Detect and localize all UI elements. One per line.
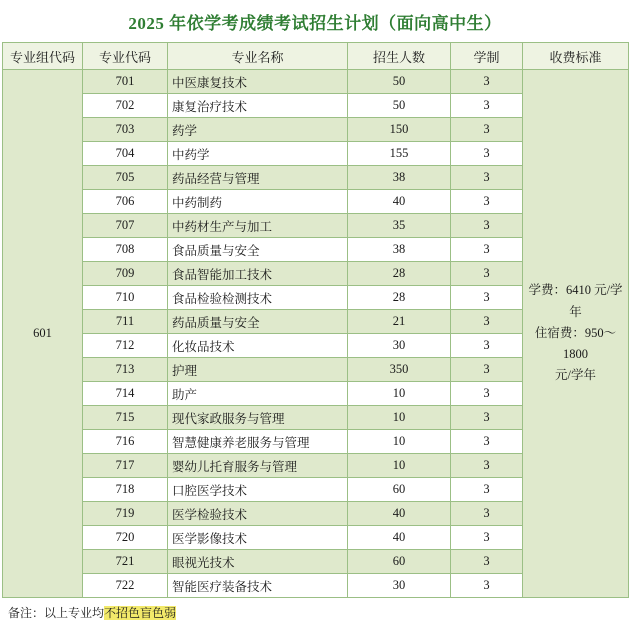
fee-line: 住宿费：950～1800 [534, 325, 617, 362]
cell-major-code: 719 [83, 502, 168, 526]
cell-duration: 3 [451, 526, 523, 550]
cell-major-code: 709 [83, 262, 168, 286]
note-highlight: 不招色盲色弱 [104, 606, 177, 620]
cell-enrollment-count: 35 [348, 214, 451, 238]
cell-major-code: 718 [83, 478, 168, 502]
cell-duration: 3 [451, 310, 523, 334]
cell-major-code: 707 [83, 214, 168, 238]
cell-major-name: 药品经营与管理 [168, 166, 348, 190]
cell-enrollment-count: 28 [348, 286, 451, 310]
cell-enrollment-count: 30 [348, 574, 451, 598]
header-row [3, 43, 629, 70]
table-header [3, 43, 629, 70]
cell-major-name: 药学 [168, 118, 348, 142]
cell-major-name: 医学影像技术 [168, 526, 348, 550]
cell-enrollment-count: 150 [348, 118, 451, 142]
cell-enrollment-count: 40 [348, 502, 451, 526]
cell-enrollment-count: 10 [348, 430, 451, 454]
cell-major-code: 706 [83, 190, 168, 214]
cell-duration: 3 [451, 574, 523, 598]
cell-enrollment-count: 21 [348, 310, 451, 334]
cell-major-code: 710 [83, 286, 168, 310]
cell-major-code: 714 [83, 382, 168, 406]
cell-major-name: 中药制药 [168, 190, 348, 214]
cell-duration: 3 [451, 190, 523, 214]
page-title: 2025 年依学考成绩考试招生计划（面向高中生） [128, 14, 502, 33]
cell-group-code: 601 [3, 70, 83, 598]
cell-enrollment-count: 38 [348, 166, 451, 190]
table-row [3, 70, 629, 94]
cell-enrollment-count: 40 [348, 190, 451, 214]
cell-major-name: 食品检验检测技术 [168, 286, 348, 310]
fee-line: 元/学年 [555, 368, 596, 383]
cell-major-name: 康复治疗技术 [168, 94, 348, 118]
cell-enrollment-count: 28 [348, 262, 451, 286]
cell-major-name: 智能医疗装备技术 [168, 574, 348, 598]
cell-major-code: 711 [83, 310, 168, 334]
cell-major-code: 703 [83, 118, 168, 142]
cell-duration: 3 [451, 238, 523, 262]
cell-major-code: 713 [83, 358, 168, 382]
cell-duration: 3 [451, 166, 523, 190]
column-header-major-name: 专业名称 [168, 43, 348, 70]
note-prefix: 备注：以上专业均 [8, 606, 105, 620]
cell-duration: 3 [451, 430, 523, 454]
cell-fee [523, 70, 629, 598]
cell-major-name: 现代家政服务与管理 [168, 406, 348, 430]
cell-major-name: 食品智能加工技术 [168, 262, 348, 286]
cell-enrollment-count: 50 [348, 70, 451, 94]
cell-major-name: 医学检验技术 [168, 502, 348, 526]
cell-duration: 3 [451, 478, 523, 502]
cell-enrollment-count: 10 [348, 454, 451, 478]
cell-enrollment-count: 350 [348, 358, 451, 382]
cell-major-name: 药品质量与安全 [168, 310, 348, 334]
cell-major-name: 护理 [168, 358, 348, 382]
cell-major-name: 婴幼儿托育服务与管理 [168, 454, 348, 478]
cell-enrollment-count: 155 [348, 142, 451, 166]
cell-duration: 3 [451, 502, 523, 526]
cell-duration: 3 [451, 94, 523, 118]
cell-major-name: 食品质量与安全 [168, 238, 348, 262]
cell-enrollment-count: 60 [348, 478, 451, 502]
column-header-duration: 学制 [451, 43, 523, 70]
cell-major-code: 716 [83, 430, 168, 454]
cell-major-code: 708 [83, 238, 168, 262]
cell-duration: 3 [451, 550, 523, 574]
cell-duration: 3 [451, 262, 523, 286]
cell-enrollment-count: 10 [348, 382, 451, 406]
cell-major-code: 705 [83, 166, 168, 190]
cell-duration: 3 [451, 454, 523, 478]
cell-duration: 3 [451, 142, 523, 166]
cell-duration: 3 [451, 286, 523, 310]
cell-major-name: 智慧健康养老服务与管理 [168, 430, 348, 454]
cell-major-name: 口腔医学技术 [168, 478, 348, 502]
cell-major-code: 712 [83, 334, 168, 358]
footer-note [0, 598, 630, 621]
column-header-group-code: 专业组代码 [3, 43, 83, 70]
cell-duration: 3 [451, 118, 523, 142]
cell-duration: 3 [451, 214, 523, 238]
cell-major-code: 720 [83, 526, 168, 550]
table-body [3, 70, 629, 598]
cell-enrollment-count: 50 [348, 94, 451, 118]
cell-major-code: 701 [83, 70, 168, 94]
cell-major-name: 眼视光技术 [168, 550, 348, 574]
cell-major-code: 704 [83, 142, 168, 166]
cell-enrollment-count: 40 [348, 526, 451, 550]
admission-plan-table [2, 42, 629, 598]
cell-major-code: 715 [83, 406, 168, 430]
cell-major-name: 中药学 [168, 142, 348, 166]
fee-line: 学费：6410 元/学年 [528, 283, 623, 319]
cell-major-name: 中药材生产与加工 [168, 214, 348, 238]
cell-major-code: 722 [83, 574, 168, 598]
cell-major-name: 助产 [168, 382, 348, 406]
column-header-enrollment-count: 招生人数 [348, 43, 451, 70]
cell-major-name: 中医康复技术 [168, 70, 348, 94]
cell-enrollment-count: 10 [348, 406, 451, 430]
cell-duration: 3 [451, 406, 523, 430]
cell-duration: 3 [451, 382, 523, 406]
cell-major-code: 717 [83, 454, 168, 478]
cell-major-code: 702 [83, 94, 168, 118]
cell-duration: 3 [451, 334, 523, 358]
cell-major-name: 化妆品技术 [168, 334, 348, 358]
cell-duration: 3 [451, 70, 523, 94]
cell-enrollment-count: 30 [348, 334, 451, 358]
column-header-major-code: 专业代码 [83, 43, 168, 70]
cell-enrollment-count: 38 [348, 238, 451, 262]
column-header-fee: 收费标准 [523, 43, 629, 70]
cell-major-code: 721 [83, 550, 168, 574]
cell-enrollment-count: 60 [348, 550, 451, 574]
cell-duration: 3 [451, 358, 523, 382]
